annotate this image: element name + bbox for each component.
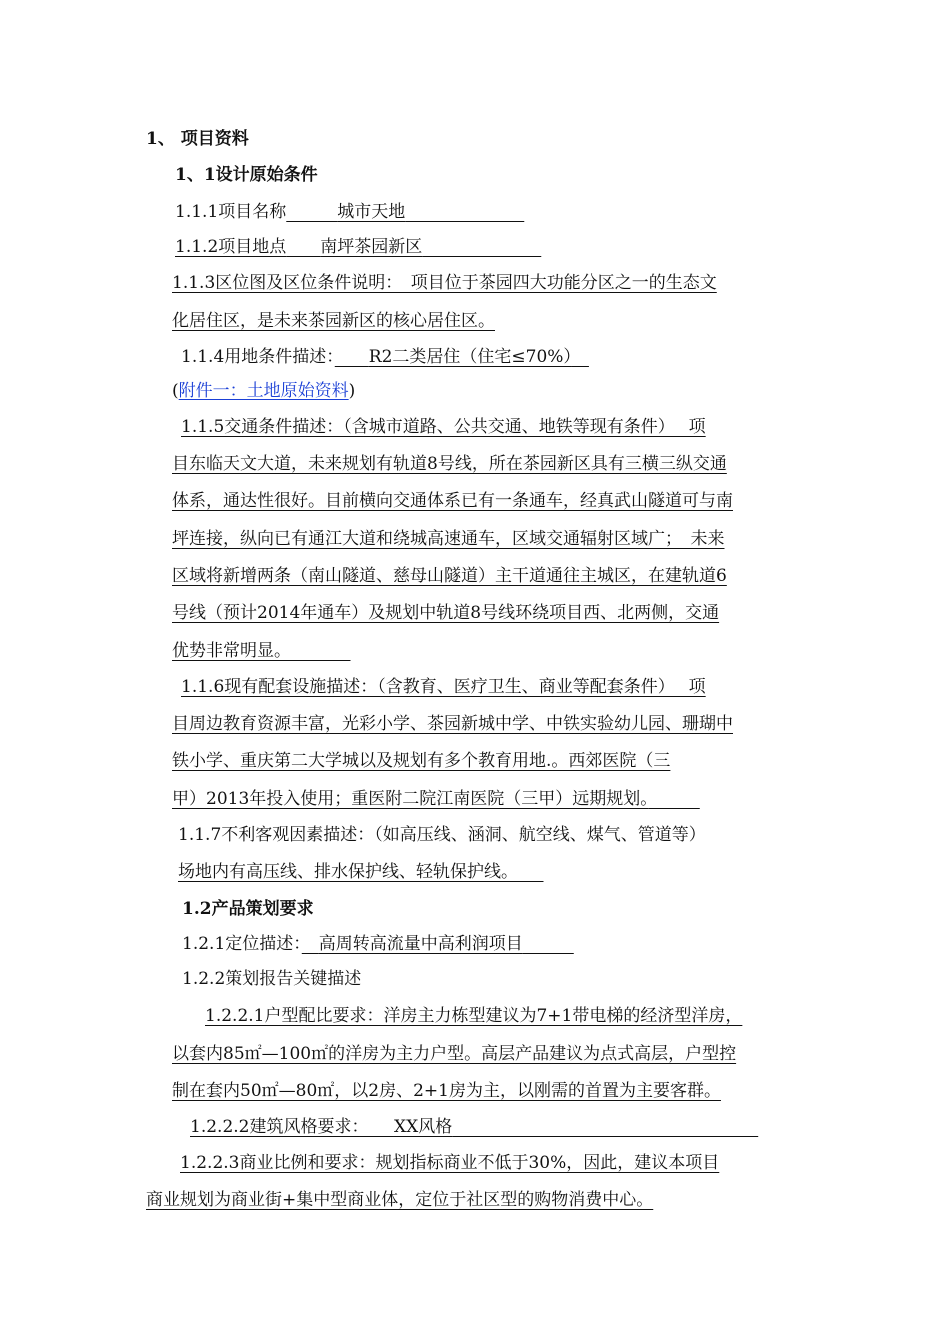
section-1-heading: 1、 项目资料 — [146, 129, 249, 149]
item-1-1-2-text: 1.1.2项目地点 南坪茶园新区 — [175, 237, 423, 257]
item-1-1-6-line-1: 1.1.6现有配套设施描述：（含教育、医疗卫生、商业等配套条件） 项 — [181, 677, 706, 697]
item-1-1-5-line-5: 区域将新增两条（南山隧道、慈母山隧道）主干道通往主城区，在建轨道6 — [172, 566, 727, 586]
item-1-1-5-line-1: 1.1.5交通条件描述：（含城市道路、公共交通、地铁等现有条件） 项 — [181, 417, 706, 437]
item-1-2-2-1-line-2: 以套内85㎡—100㎡的洋房为主力户型。高层产品建议为点式高层，户型控 — [172, 1044, 737, 1064]
item-1-1-4-value: R2二类居住（住宅≤70%） — [368, 347, 572, 367]
item-1-1-5-line-7-text: 优势非常明显。 — [172, 641, 283, 661]
item-1-1-7-line-2-text: 场地内有高压线、排水保护线、轻轨保护线。 — [178, 862, 510, 882]
item-1-1-5-line-6: 号线（预计2014年通车）及规划中轨道8号线环绕项目西、北两侧，交通 — [172, 603, 720, 623]
item-1-1-5-line-3: 体系，通达性很好。目前横向交通体系已有一条通车，经真武山隧道可与南 — [172, 491, 733, 511]
item-1-1-4 — [181, 346, 589, 368]
item-1-1-6-line-2: 目周边教育资源丰富，光彩小学、茶园新城中学、中铁实验幼儿园、珊瑚中 — [172, 714, 733, 734]
item-1-2-2-1-line-1: 1.2.2.1户型配比要求：洋房主力栋型建议为7+1带电梯的经济型洋房， — [205, 1006, 743, 1026]
attachment-link-land-data[interactable]: 附件一：土地原始资料 — [178, 381, 349, 401]
item-1-2-1 — [182, 933, 574, 955]
item-1-1-5-line-7 — [172, 640, 351, 662]
item-1-1-5-line-2: 目东临天文大道，未来规划有轨道8号线，所在茶园新区具有三横三纵交通 — [172, 454, 727, 474]
item-1-1-7-line-2 — [178, 861, 544, 883]
attachment-reference — [172, 380, 355, 402]
item-1-2-1-value: 高周转高流量中高利润项目 — [318, 934, 523, 954]
section-1-2-heading: 1.2产品策划要求 — [182, 899, 314, 919]
item-1-1-2 — [175, 236, 541, 258]
item-1-2-2-2 — [190, 1116, 758, 1138]
item-1-1-6-line-3: 铁小学、重庆第二大学城以及规划有多个教育用地.。西郊医院（三 — [172, 751, 671, 771]
item-1-2-2-3-line-2: 商业规划为商业街+集中型商业体，定位于社区型的购物消费中心。 — [146, 1190, 654, 1210]
item-1-1-5-line-4: 坪连接，纵向已有通江大道和绕城高速通车，区域交通辐射区域广； 未来 — [172, 529, 725, 549]
item-1-1-3-line-2: 化居住区，是未来茶园新区的核心居住区。 — [172, 311, 495, 331]
paren-close: ) — [348, 381, 356, 401]
item-1-2-2-1-line-3: 制在套内50㎡—80㎡，以2房、2+1房为主，以刚需的首置为主要客群。 — [172, 1081, 721, 1101]
item-1-1-7-line-1: 1.1.7不利客观因素描述：（如高压线、涵洞、航空线、煤气、管道等） — [178, 825, 706, 845]
item-1-1-1 — [175, 201, 524, 223]
item-1-2-2-2-text: 1.2.2.2建筑风格要求： XX风格 — [190, 1117, 453, 1137]
item-1-1-1-label: 1.1.1项目名称 — [175, 202, 287, 222]
item-1-2-2-3-line-1: 1.2.2.3商业比例和要求：规划指标商业不低于30%，因此，建议本项目 — [180, 1153, 720, 1173]
paren-open: ( — [172, 381, 179, 401]
item-1-1-6-line-4-text: 甲）2013年投入使用；重医附二院江南医院（三甲）远期规划。 — [172, 789, 649, 809]
item-1-1-1-value: 城市天地 — [337, 202, 406, 222]
item-1-1-6-line-4 — [172, 788, 700, 810]
section-1-1-heading: 1、1设计原始条件 — [175, 165, 318, 185]
item-1-1-3-line-1: 1.1.3区位图及区位条件说明： 项目位于茶园四大功能分区之一的生态文 — [172, 273, 717, 293]
item-1-1-4-label: 1.1.4用地条件描述： — [181, 347, 335, 367]
item-1-2-2: 1.2.2策划报告关键描述 — [182, 969, 362, 989]
item-1-2-1-label: 1.2.1定位描述： — [182, 934, 302, 954]
